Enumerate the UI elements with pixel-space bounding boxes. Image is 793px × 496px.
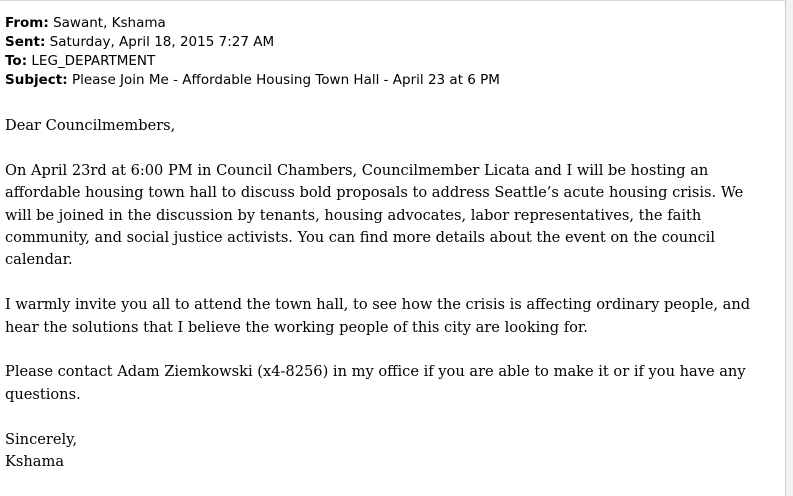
from-row bbox=[5, 14, 500, 33]
sent-label: Sent: bbox=[5, 34, 46, 50]
from-value: Sawant, Kshama bbox=[53, 15, 166, 31]
subject-row bbox=[5, 71, 500, 90]
paragraph-invitation bbox=[5, 294, 785, 339]
closing: Sincerely, bbox=[5, 430, 78, 448]
paragraph-contact bbox=[5, 361, 785, 406]
paragraph-line: On April 23rd at 6:00 PM in Council Chambers, Councilmember Licata and I will be hosting an bbox=[5, 161, 709, 179]
paragraph-line: questions. bbox=[5, 385, 81, 403]
to-row bbox=[5, 52, 500, 71]
from-label: From: bbox=[5, 15, 49, 31]
signature: Kshama bbox=[5, 453, 65, 471]
paragraph-line: community, and social justice activists. You can find more details about the event on the council bbox=[5, 229, 716, 247]
paragraph-line: hear the solutions that I believe the working people of this city are looking for. bbox=[5, 318, 588, 336]
paragraph-line: will be joined in the discussion by tenants, housing advocates, labor representatives, the faith bbox=[5, 206, 702, 224]
to-label: To: bbox=[5, 53, 28, 69]
window-edge bbox=[786, 0, 793, 496]
email-header bbox=[5, 14, 500, 90]
email-body bbox=[5, 115, 785, 473]
sent-value: Saturday, April 18, 2015 7:27 AM bbox=[49, 34, 275, 50]
paragraph-line: calendar. bbox=[5, 251, 73, 269]
paragraph-line: affordable housing town hall to discuss bold proposals to address Seattle’s acute housing crisis. We bbox=[5, 184, 744, 202]
paragraph-line: I warmly invite you all to attend the town hall, to see how the crisis is affecting ordinary people, and bbox=[5, 296, 751, 314]
sent-row bbox=[5, 33, 500, 52]
subject-label: Subject: bbox=[5, 72, 68, 88]
to-value: LEG_DEPARTMENT bbox=[31, 53, 156, 69]
paragraph-line: Please contact Adam Ziemkowski (x4-8256) in my office if you are able to make it or if you have any bbox=[5, 363, 746, 381]
subject-value: Please Join Me - Affordable Housing Town Hall - April 23 at 6 PM bbox=[71, 72, 500, 88]
paragraph-invitation-details bbox=[5, 160, 785, 272]
greeting: Dear Councilmembers, bbox=[5, 117, 176, 134]
